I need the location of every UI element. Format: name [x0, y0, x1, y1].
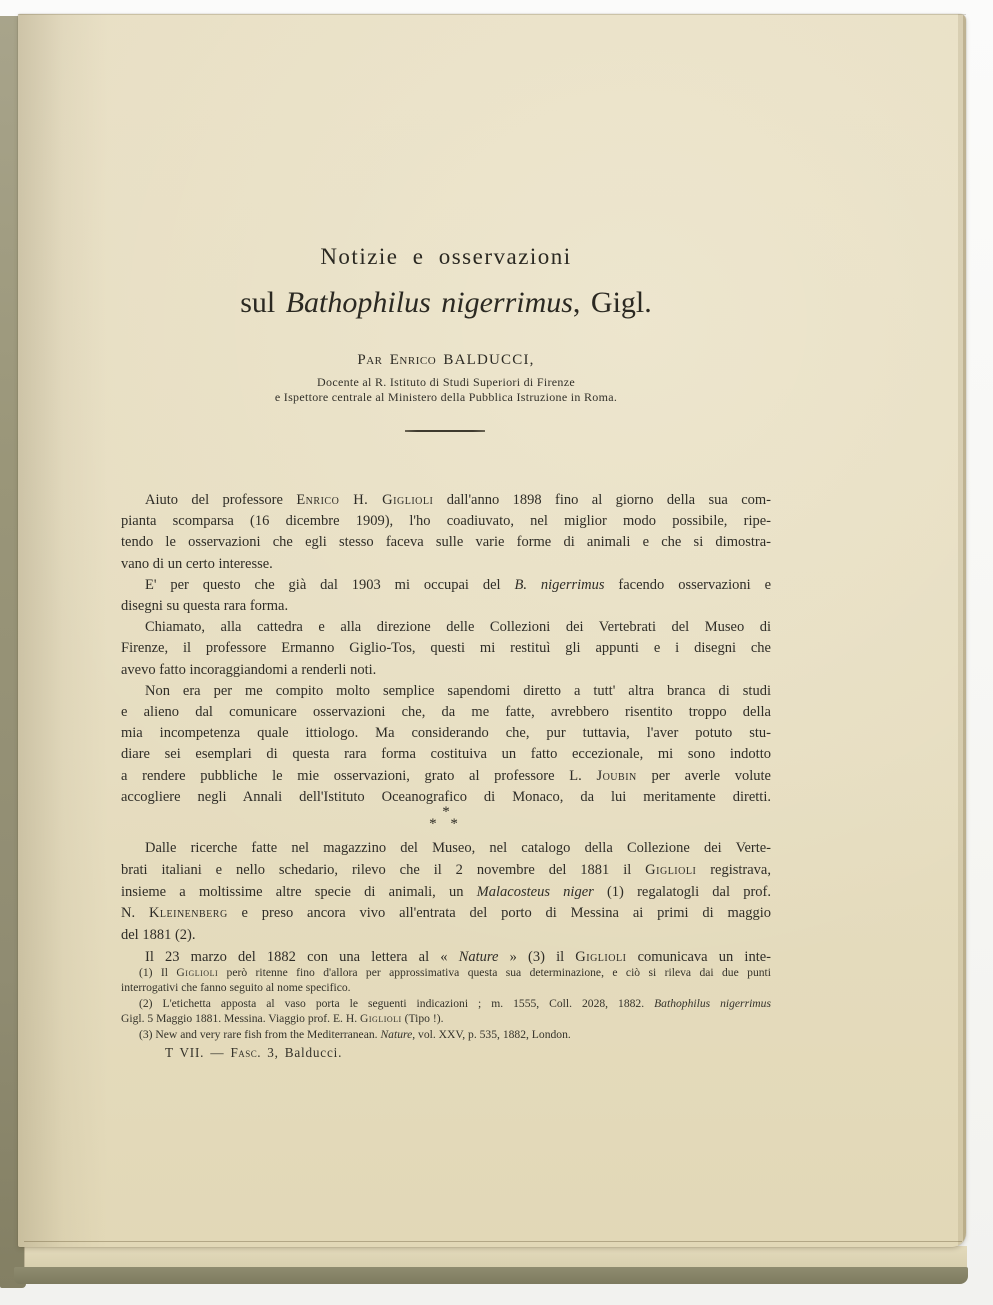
- asterism-top: *: [442, 804, 450, 820]
- footnote-lines: [121, 965, 771, 1042]
- text-line: interrogativi che fanno seguito al nome specifico.: [121, 981, 351, 995]
- text-line: Non era per me compito molto semplice sapendomi diretto a tutt' altra branca di studi: [145, 682, 771, 699]
- divider-rule: [405, 430, 485, 432]
- text-line: E' per questo che già dal 1903 mi occupai del B. nigerrimus facendo osservazioni e: [145, 576, 771, 593]
- text-line: pianta scomparsa (16 dicembre 1909), l'ho coadiuvato, nel miglior modo possibile, ripe-: [121, 513, 771, 530]
- text-line: tendo le osservazioni che egli stesso faceva sulle varie forme di animali e che si dimostra-: [121, 534, 771, 551]
- text-line: accogliere negli Annali dell'Istituto Oceanografico di Monaco, da lui meritamente diretti.: [121, 788, 771, 805]
- volume-signature: T VII. — Fasc. 3, Balducci.: [165, 1045, 343, 1061]
- text-line: N. Kleinenberg e preso ancora vivo all'entrata del porto di Messina ai primi di maggio: [121, 905, 771, 922]
- asterism-separator: [121, 806, 771, 830]
- text-line: mia incompetenza quale ittiologo. Ma considerando che, pur tuttavia, l'aver potuto stu-: [121, 725, 771, 742]
- text-line: diare sei esemplari di questa rara forma costituiva un fatto eccezionale, mi sono indotto: [121, 746, 771, 763]
- text-line: Aiuto del professore Enrico H. Giglioli dall'anno 1898 fino al giorno della sua com-: [145, 492, 771, 508]
- text-line: Il 23 marzo del 1882 con una lettera al « Nature » (3) il Giglioli comunicava un inte-: [145, 948, 771, 965]
- book-bottom-edge: [14, 1267, 968, 1284]
- underlying-page-edge: [24, 1246, 967, 1268]
- intro-paragraphs: [121, 490, 771, 808]
- text-line: vano di un certo interesse.: [121, 555, 273, 572]
- affiliation-line1: Docente al R. Istituto di Studi Superiori di Firenze: [317, 375, 575, 389]
- text-line: a rendere pubbliche le mie osservazioni, grato al professore L. Joubin per averle volute: [121, 767, 771, 784]
- text-line: e alieno dal comunicare osservazioni che, da me fatte, avrebbero risentito troppo della: [121, 704, 771, 721]
- author-byline: Par Enrico BALDUCCI,: [357, 352, 535, 368]
- text-line: disegni su questa rara forma.: [121, 598, 289, 615]
- text-line: (2) L'etichetta apposta al vaso porta le seguenti indicazioni ; m. 1555, Coll. 2028, 1882. Bathophilus nigerrimus: [139, 996, 771, 1010]
- text-line: brati italiani e nello schedario, rilevo che il 2 novembre del 1881 il Giglioli registrava,: [121, 861, 771, 878]
- text-line: Dalle ricerche fatte nel magazzino del Museo, nel catalogo della Collezione dei Verte-: [145, 840, 771, 856]
- text-line: del 1881 (2).: [121, 927, 196, 944]
- text-line: (1) Il Giglioli però ritenne fino d'allora per approssimativa questa sua determinazione, e ciò si rileva dai due punti: [139, 966, 771, 979]
- text-line: avevo fatto incoraggiandomi a renderli noti.: [121, 661, 377, 678]
- footnotes: [121, 965, 771, 1060]
- article-title-line2: sul Bathophilus nigerrimus, Gigl.: [240, 286, 652, 319]
- affiliation-line2: e Ispettore centrale al Ministero della Pubblica Istruzione in Roma.: [274, 390, 618, 404]
- research-paragraphs: [121, 838, 771, 969]
- text-line: (3) New and very rare fish from the Mediterranean. Nature, vol. XXV, p. 535, 1882, London.: [139, 1027, 571, 1041]
- text-line: Firenze, il professore Ermanno Giglio-Tos, questi mi restituì gli appunti e i disegni che: [121, 640, 771, 657]
- text-line: Chiamato, alla cattedra e alla direzione delle Collezioni dei Vertebrati del Museo di: [145, 619, 771, 636]
- article-title-line1: Notizie e osservazioni: [320, 244, 572, 269]
- author-affiliation: [121, 375, 771, 405]
- text-line: insieme a moltissime altre specie di animali, un Malacosteus niger (1) regalatogli dal prof.: [121, 883, 771, 900]
- page: [18, 14, 966, 1247]
- asterism-bottom: * *: [429, 816, 463, 832]
- text-line: Gigl. 5 Maggio 1881. Messina. Viaggio prof. E. H. Giglioli (Tipo !).: [121, 1012, 444, 1026]
